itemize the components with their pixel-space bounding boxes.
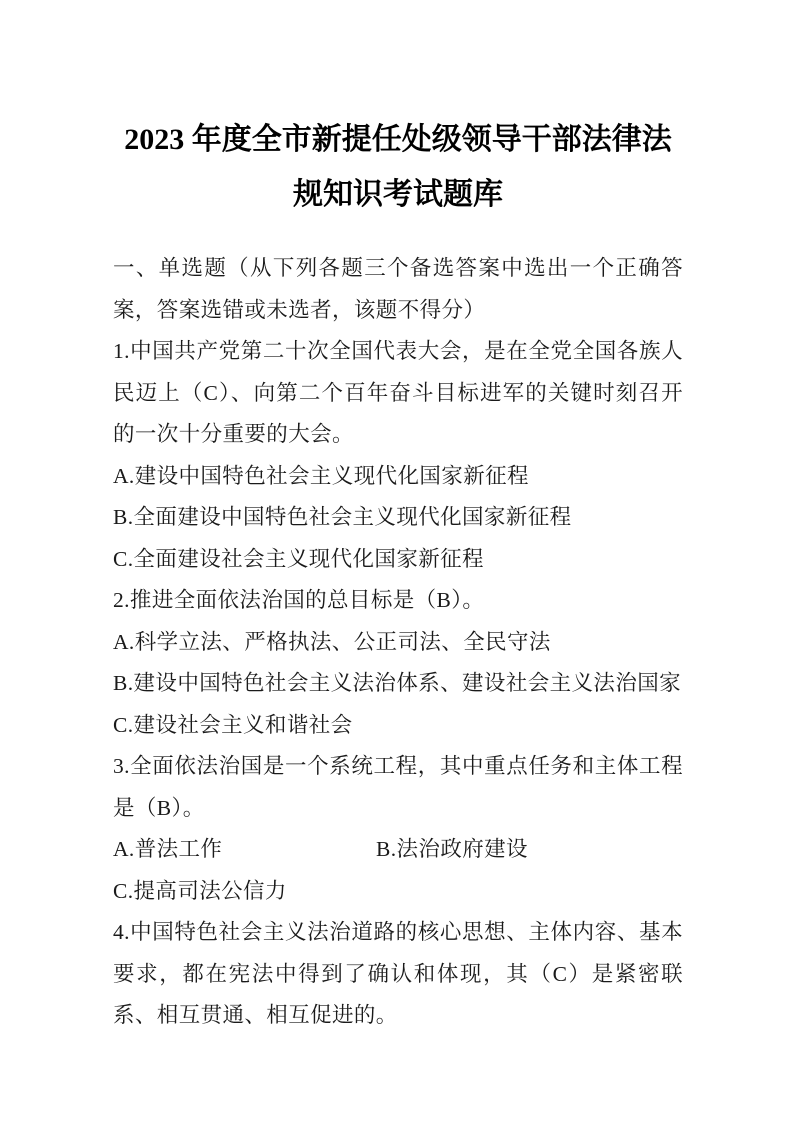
question-2-option-c: C.建设社会主义和谐社会 [113,712,353,737]
question-3-text: 3.全面依法治国是一个系统工程，其中重点任务和主体工程是（B）。 [113,754,683,820]
question-2-option-a: A.科学立法、严格执法、公正司法、全民守法 [113,629,551,654]
document-body [113,248,683,1037]
question-3-option-b: B.法治政府建设 [376,837,528,861]
question-3-option-a: A.普法工作 [113,837,223,861]
document-title [83,112,713,222]
question-4-text: 4.中国特色社会主义法治道路的核心思想、主体内容、基本要求，都在宪法中得到了确认和体现，其（C）是紧密联系、相互贯通、相互促进的。 [113,920,683,1027]
question-1-text: 1.中国共产党第二十次全国代表大会，是在全党全国各族人民迈上（C）、向第二个百年奋斗目标进军的关键时刻召开的一次十分重要的大会。 [113,339,683,446]
question-2-text: 2.推进全面依法治国的总目标是（B）。 [113,588,485,612]
question-1 [113,331,683,580]
question-2-option-b: B.建设中国特色社会主义法治体系、建设社会主义法治国家 [113,671,682,695]
question-3 [113,746,683,912]
question-3-options-row-ab [113,829,683,871]
question-2 [113,580,683,746]
title-line-2: 规知识考试题库 [293,178,503,211]
question-4 [113,912,683,1037]
title-line-1: 2023 年度全市新提任处级领导干部法律法 [124,123,672,156]
question-1-option-a: A.建设中国特色社会主义现代化国家新征程 [113,463,529,488]
question-1-option-c: C.全面建设社会主义现代化国家新征程 [113,546,484,571]
section-header: 一、单选题（从下列各题三个备选答案中选出一个正确答案，答案选错或未选者，该题不得分） [113,256,683,322]
question-1-option-b: B.全面建设中国特色社会主义现代化国家新征程 [113,505,572,529]
question-3-option-c: C.提高司法公信力 [113,878,287,903]
